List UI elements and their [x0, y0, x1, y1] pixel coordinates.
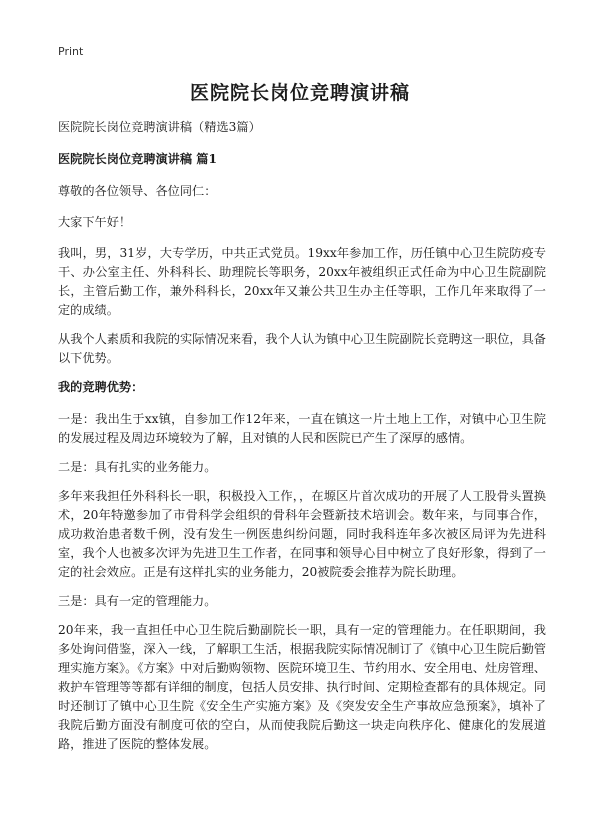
intro-paragraph: 我叫，男，31岁，大专学历，中共正式党员。19xx年参加工作，历任镇中心卫生院防疫专干、办公室主任、外科科长、助理院长等职务，20xx年被组织正式任命为中心卫生院副院长，主管后勤工作，兼外科科长，20xx年又兼公共卫生办主任等职，工作几年来取得了一定的成绩。	[58, 246, 546, 317]
salutation: 尊敬的各位领导、各位同仁：	[58, 184, 217, 198]
summary-paragraph: 从我个人素质和我院的实际情况来看，我个人认为镇中心卫生院副院长竞聘这一职位，具备以下优势。	[58, 332, 546, 365]
point-paragraph: 三是：具有一定的管理能力。	[58, 594, 217, 608]
point-paragraph: 二是：具有扎实的业务能力。	[58, 460, 217, 474]
point-paragraph: 多年来我担任外科科长一职，积极投入工作，，在塬区片首次成功的开展了人工股骨头置换术，20年特邀参加了市骨科学会组织的骨科年会暨新技术培训会。数年来，与同事合作，成功救治患者数千例，没有发生一例医患纠纷问题，同时我科连年多次被区局评为先进科室，我个人也被多次评为先进卫生工作者，在同事和领导心目中树立了良好形象，得到了一定的社会效应。正是有这样扎实的业务能力，20被院委会推荐为院长助理。	[58, 489, 546, 579]
advantages-heading: 我的竞聘优势：	[58, 380, 144, 394]
document-subtitle: 医院院长岗位竞聘演讲稿（精选3篇）	[58, 120, 261, 134]
page-title: 医院院长岗位竞聘演讲稿	[189, 82, 410, 104]
greeting: 大家下午好！	[58, 215, 132, 229]
print-label: Print	[58, 45, 84, 58]
document-body	[58, 118, 546, 764]
section-heading: 医院院长岗位竞聘演讲稿 篇1	[58, 152, 217, 166]
point-paragraph: 一是：我出生于xx镇，自参加工作12年来，一直在镇这一片土地上工作，对镇中心卫生院的发展过程及周边环境较为了解，且对镇的人民和医院已产生了深厚的感情。	[58, 412, 546, 445]
point-paragraph: 20年来，我一直担任中心卫生院后勤副院长一职，具有一定的管理能力。在任职期间，我多处询问借鉴，深入一线，了解职工生活，根据我院实际情况制订了《镇中心卫生院后勤管理实施方案》。《方案》中对后勤购领物、医院环境卫生、节约用水、安全用电、灶房管理、救护车管理等等都有详细的制度，包括人员安排、执行时间、定期检查都有的具体规定。同时还制订了镇中心卫生院《安全生产实施方案》及《突发安全生产事故应急预案》，填补了我院后勤方面没有制度可依的空白，从而使我院后勤这一块走向秩序化、健康化的发展道路，推进了医院的整体发展。	[58, 623, 546, 751]
